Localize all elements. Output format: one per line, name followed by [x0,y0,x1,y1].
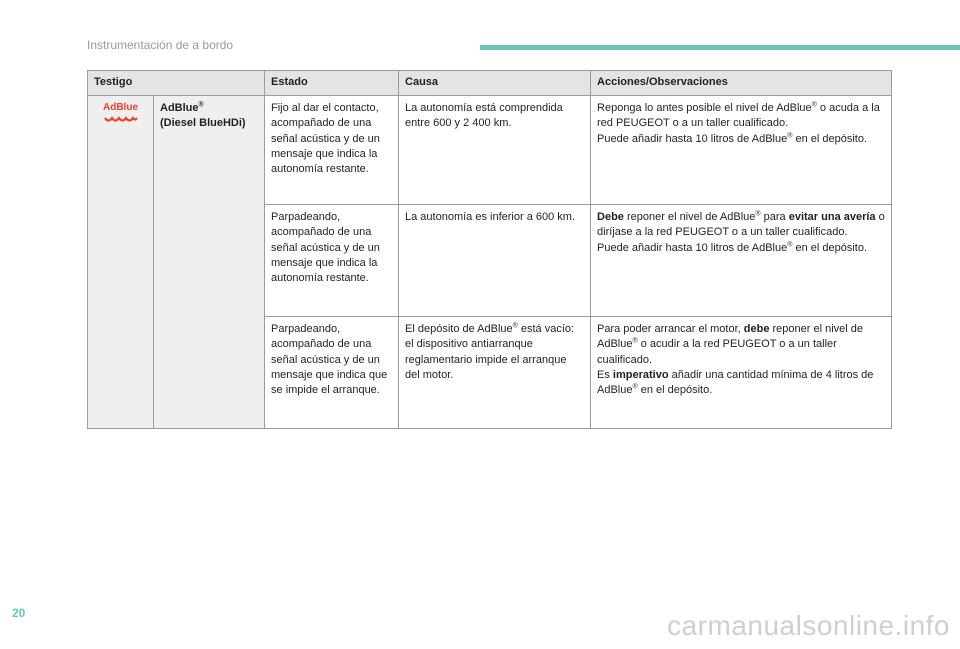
causa-cell: El depósito de AdBlue® está vacío: el dispositivo antiarranque reglamentario impide el arranque del motor. [399,317,591,429]
estado-cell: Parpadeando, acompañado de una señal acústica y de un mensaje que indica que se impide el arranque. [265,317,399,429]
registered-mark: ® [198,101,204,109]
estado-cell: Fijo al dar el contacto, acompañado de una señal acústica y de un mensaje que indica la autonomía restante. [265,96,399,205]
acciones-cell: Para poder arrancar el motor, debe reponer el nivel de AdBlue® o acudir a la red PEUGEOT o a un taller cualificado. Es imperativo añadir una cantidad mínima de 4 litros de AdBlue® en el depósito. [591,317,892,429]
page-number: 20 [12,606,26,620]
acciones-cell: Reponga lo antes posible el nivel de AdBlue® o acuda a la red PEUGEOT o a un taller cualificado. Puede añadir hasta 10 litros de AdBlue® en el depósito. [591,96,892,205]
header-causa: Causa [399,71,591,96]
acciones-cell: Debe reponer el nivel de AdBlue® para evitar una avería o diríjase a la red PEUGEOT o a un taller cualificado. Puede añadir hasta 10 litros de AdBlue® en el depósito. [591,205,892,317]
indicator-icon-cell [88,96,154,429]
header-testigo: Testigo [88,71,265,96]
table-row [88,96,892,205]
watermark: carmanualsonline.info [667,610,950,641]
header-accent-bar [480,45,960,50]
indicator-name-cell [154,96,265,429]
header-acciones: Acciones/Observaciones [591,71,892,96]
header-estado: Estado [265,71,399,96]
section-title: Instrumentación de a bordo [87,38,234,52]
causa-cell: La autonomía está comprendida entre 600 y 2 400 km. [399,96,591,205]
causa-cell: La autonomía es inferior a 600 km. [399,205,591,317]
indicator-subtitle: (Diesel BlueHDi) [160,117,246,130]
table-header-row [88,71,892,96]
adblue-warning-icon: AdBlue [103,102,138,128]
warning-table [87,70,892,429]
estado-cell: Parpadeando, acompañado de una señal acústica y de un mensaje que indica la autonomía restante. [265,205,399,317]
adblue-wave-icon [104,115,138,123]
indicator-name: AdBlue [160,102,199,114]
